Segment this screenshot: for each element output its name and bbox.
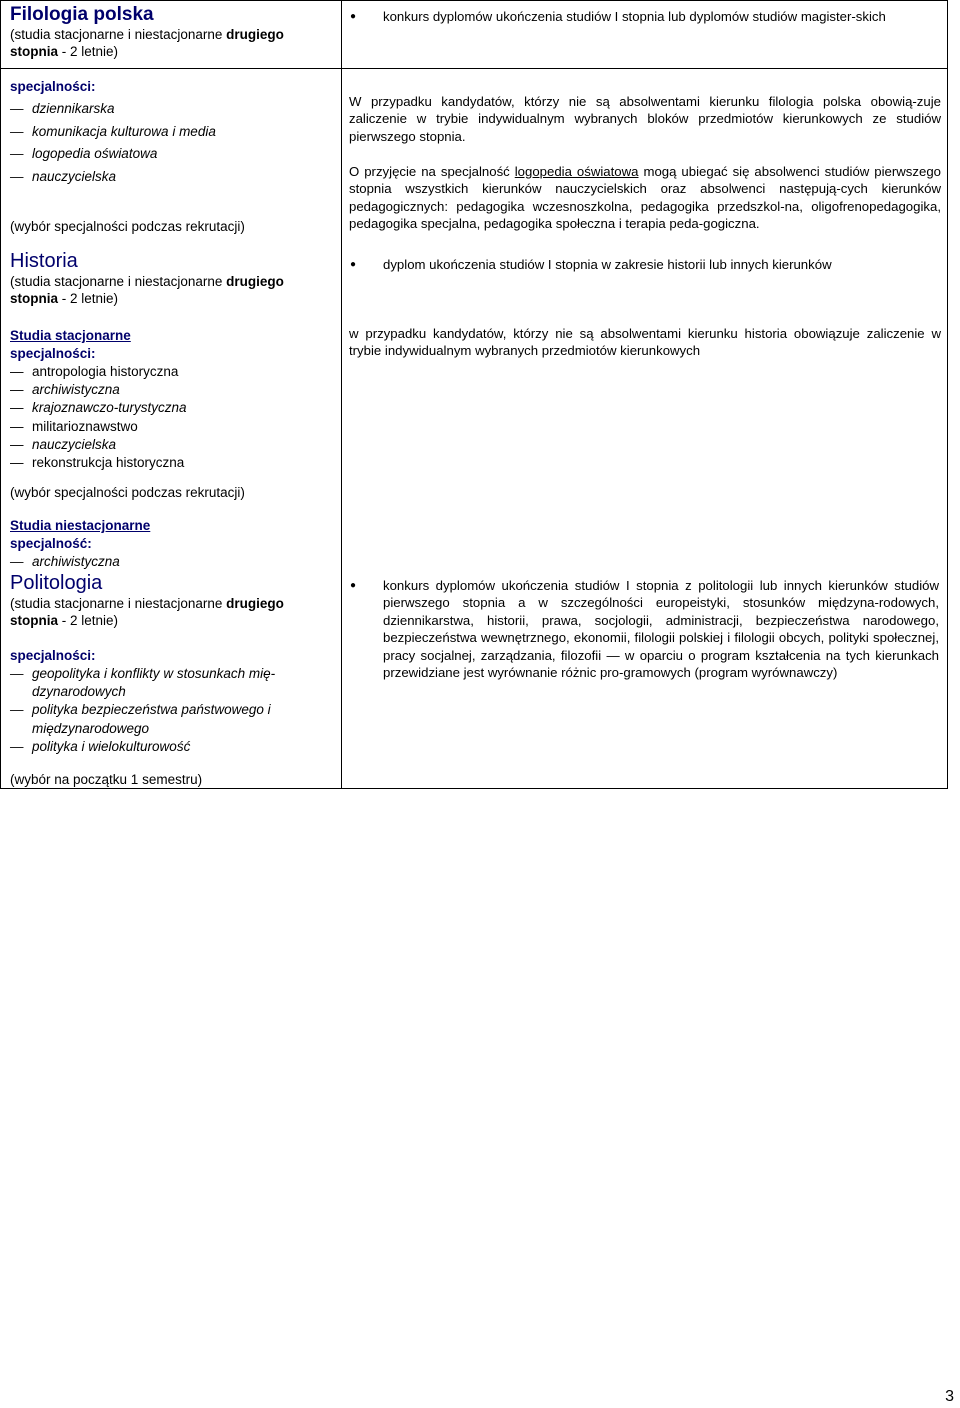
bullet-icon: ● [350, 580, 357, 591]
list-item: — nauczycielska [10, 168, 117, 184]
list-item: — archiwistyczna [10, 382, 120, 398]
list-item: — rekonstrukcja historyczna [10, 455, 185, 471]
historia-title: Historia [10, 250, 78, 272]
filologia-paragraph-2: O przyjęcie na specjalność logopedia oświatowa mogą ubiegać się absolwenci studiów pierwszego stopnia wszystkich kierunków nauczycielskich oraz absolwenci następują-cych kierunków pedagogicznych: pedagogika wczesnoszkolna, pedagogika przedszkol-na, oligofrenopedagogika, pedagogika specjalna, pedagogika społeczna i terapia peda-gogiczna. [349, 164, 942, 232]
politologia-spec-list [10, 665, 310, 756]
bullet-icon: ● [350, 259, 357, 270]
list-item: — archiwistyczna [10, 554, 120, 569]
list-item: — militarioznawstwo [10, 418, 138, 434]
filologia-spec-list [10, 98, 216, 188]
bullet-icon: ● [350, 11, 357, 22]
filologia-spec-label: specjalności: [10, 79, 96, 94]
historia-subtitle: (studia stacjonarne i niestacjonarne drugiego stopnia - 2 letnie) [10, 274, 284, 306]
historia-spec-label: specjalności: [10, 346, 96, 361]
politologia-spec-label: specjalności: [10, 648, 96, 663]
list-item: — nauczycielska [10, 436, 117, 452]
logopedia-link-text: logopedia oświatowa [514, 164, 639, 179]
column-divider [341, 0, 342, 789]
row-divider [0, 68, 948, 69]
filologia-title: Filologia polska [10, 4, 154, 25]
historia-paragraph: w przypadku kandydatów, którzy nie są absolwentami kierunku historia obowiązuje zaliczenie w trybie indywidualnym wybranych przedmiotów kierunkowych [349, 326, 941, 359]
list-item: — dziennikarska [10, 101, 115, 116]
historia-niestac-label: Studia niestacjonarne [10, 518, 151, 533]
politologia-requirement-bullet: konkurs dyplomów ukończenia studiów I stopnia z politologii lub innych kierunków studiów pierwszego stopnia a w szczególności europeistyki, stosunków międzyna-rodowych, dziennikarstwa, historii, prawa, socjologii, administracji, bezpieczeństwa narodowego, bezpieczeństwa wewnętrznego, ekonomii, filologii polskiej i filologii obcych, polityki społecznej, pracy socjalnej, zarządzania, filozofii — w oparciu o program kształcenia na tych kierunkach przewidziane jest wyrównanie różnic pro-gramowych (program wyrównawczy) [383, 578, 939, 681]
filologia-paragraph-1: W przypadku kandydatów, którzy nie są absolwentami kierunku filologia polska obowią-zuje zaliczenie w trybie indywidualnym wybranych bloków przedmiotów kierunkowych ze studiów pierwszego stopnia. [349, 94, 941, 144]
list-item: — krajoznawczo-turystyczna [10, 400, 187, 416]
historia-spec-list-2 [10, 553, 120, 571]
historia-note: (wybór specjalności podczas rekrutacji) [10, 485, 245, 500]
historia-stac-label: Studia stacjonarne [10, 328, 131, 343]
politologia-subtitle: (studia stacjonarne i niestacjonarne drugiego stopnia - 2 letnie) [10, 596, 284, 628]
filologia-subtitle: (studia stacjonarne i niestacjonarne drugiego stopnia - 2 letnie) [10, 27, 284, 59]
list-item: — polityka i wielokulturowość [10, 738, 191, 754]
historia-spec-list [10, 363, 187, 472]
historia-requirement-bullet: dyplom ukończenia studiów I stopnia w zakresie historii lub innych kierunków [383, 257, 832, 272]
politologia-note: (wybór na początku 1 semestru) [10, 772, 203, 787]
historia-spec-label-2: specjalność: [10, 536, 92, 551]
list-item: — antropologia historyczna [10, 364, 179, 379]
list-item: — polityka bezpieczeństwa państwowego i międzynarodowego [10, 702, 271, 736]
politologia-title: Politologia [10, 572, 103, 594]
list-item: — logopedia oświatowa [10, 146, 158, 161]
filologia-note: (wybór specjalności podczas rekrutacji) [10, 219, 245, 234]
list-item: — geopolityka i konflikty w stosunkach mię-dzynarodowych [10, 666, 276, 700]
list-item: — komunikacja kulturowa i media [10, 123, 216, 139]
page-number: 3 [945, 1388, 954, 1405]
filologia-requirement-bullet: konkurs dyplomów ukończenia studiów I stopnia lub dyplomów studiów magister-skich [383, 9, 886, 24]
